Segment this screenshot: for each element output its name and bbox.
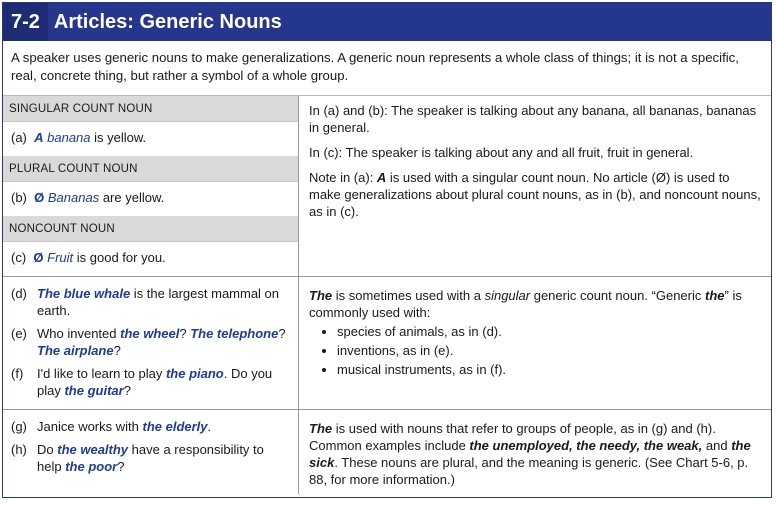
list-item: • musical instruments, as in (f).: [337, 361, 761, 378]
explanation-column: [299, 96, 771, 276]
intro-text: A speaker uses generic nouns to make generalizations. A generic noun represents a whole class of things; it is not a specific, real, concrete thing, but rather a symbol of a whole group.: [11, 50, 739, 83]
example-label: (d): [11, 286, 27, 301]
example-label: (b): [11, 190, 27, 205]
group-examples: the sick: [309, 438, 751, 470]
example-label: (f): [11, 366, 24, 381]
example-pre: I'd like to learn to play: [37, 366, 166, 381]
example-f: [11, 365, 290, 399]
expl-text: is used with nouns that refer to groups of people, as in (g) and (h). Common examples include: [309, 421, 716, 453]
example-rest: is yellow.: [90, 130, 147, 145]
example-bold: the piano: [165, 366, 224, 381]
example-g: [11, 418, 290, 435]
singular-italic: singular: [484, 288, 531, 303]
example-rest: are yellow.: [99, 190, 165, 205]
expl-text: ” is commonly used with:: [309, 288, 742, 320]
punct: ?: [113, 343, 121, 358]
explanation-note: [309, 169, 761, 220]
group-examples: the unemployed, the needy, the weak,: [469, 438, 703, 453]
example-bold: the wealthy: [57, 442, 129, 457]
example-pre: Do: [37, 442, 58, 457]
zero-article: Ø: [34, 190, 45, 205]
example-mid: have a responsibility to help: [37, 442, 264, 474]
explanation-c: In (c): The speaker is talking about any and all fruit, fruit in general.: [309, 145, 694, 160]
explanation-groups: [309, 420, 761, 488]
example-pre: Who invented: [37, 326, 121, 341]
example-b: [3, 182, 298, 216]
grammar-chart: [2, 2, 772, 498]
expl-text: generic count noun. “Generic: [530, 288, 705, 303]
section-the-groups: [3, 410, 771, 494]
usage-list: [309, 323, 761, 378]
example-e: [11, 325, 290, 359]
chart-number: 7-2: [3, 3, 48, 41]
examples-column: [3, 277, 299, 409]
example-bold: the guitar: [64, 383, 124, 398]
example-d: [11, 285, 290, 319]
singular-count-noun-heading: SINGULAR COUNT NOUN: [3, 96, 298, 122]
the-bold: the: [705, 288, 725, 303]
explanation-column: [299, 410, 771, 494]
example-bold: the poor: [65, 459, 118, 474]
punct: ?: [123, 383, 131, 398]
the-bold: The: [309, 421, 333, 436]
example-label: (h): [11, 442, 27, 457]
zero-article: Ø: [33, 250, 44, 265]
noun-bananas: Bananas: [47, 190, 100, 205]
expl-text: and: [702, 438, 732, 453]
chart-title: Articles: Generic Nouns: [53, 10, 282, 33]
section-generic-nouns: [3, 96, 771, 277]
punct: ?: [179, 326, 191, 341]
examples-column: [3, 96, 299, 276]
examples-column: [3, 410, 299, 494]
example-bold: the wheel: [120, 326, 180, 341]
example-bold: The telephone: [190, 326, 279, 341]
expl-text: is sometimes used with a: [332, 288, 485, 303]
list-item: • species of animals, as in (d).: [337, 323, 761, 340]
example-rest: is the largest mammal on earth.: [37, 286, 280, 318]
explanation-ab: In (a) and (b): The speaker is talking about any banana, all bananas, bananas in general.: [309, 103, 757, 135]
chart-title-bar: [3, 3, 771, 41]
example-c: [3, 242, 298, 276]
example-label: (e): [11, 326, 27, 341]
note-body: is used with a singular count noun. No article (Ø) is used to make generalizations about plural count nouns, as in (b), and noncount nouns, as in (c).: [309, 170, 761, 219]
explanation-column: [299, 277, 771, 409]
expl-text: . These nouns are plural, and the meaning is generic. (See Chart 5-6, p. 88, for more information.): [309, 455, 749, 487]
section-the-singular: [3, 277, 771, 410]
plural-count-noun-heading: PLURAL COUNT NOUN: [3, 156, 298, 182]
punct: .: [207, 419, 212, 434]
note-article: A: [376, 170, 387, 185]
example-bold: The airplane: [37, 343, 114, 358]
example-rest: is good for you.: [73, 250, 166, 265]
example-bold: the elderly: [142, 419, 208, 434]
chart-grid: [3, 95, 771, 494]
noncount-noun-heading: NONCOUNT NOUN: [3, 216, 298, 242]
example-mid: . Do you play: [37, 366, 273, 398]
example-label: (c): [11, 250, 27, 265]
list-item: • inventions, as in (e).: [337, 342, 761, 359]
example-label: (a): [11, 130, 27, 145]
noun-fruit: Fruit: [47, 250, 74, 265]
article-a: A: [34, 130, 44, 145]
note-prefix: Note in (a):: [309, 170, 377, 185]
example-h: [11, 441, 290, 475]
example-a: [3, 122, 298, 156]
punct: ?: [117, 459, 125, 474]
example-pre: Janice works with: [37, 419, 143, 434]
explanation-the: [309, 287, 761, 321]
noun-banana: banana: [47, 130, 91, 145]
punct: ?: [278, 326, 286, 341]
example-label: (g): [11, 419, 27, 434]
example-bold: The blue whale: [37, 286, 131, 301]
the-bold: The: [309, 288, 333, 303]
